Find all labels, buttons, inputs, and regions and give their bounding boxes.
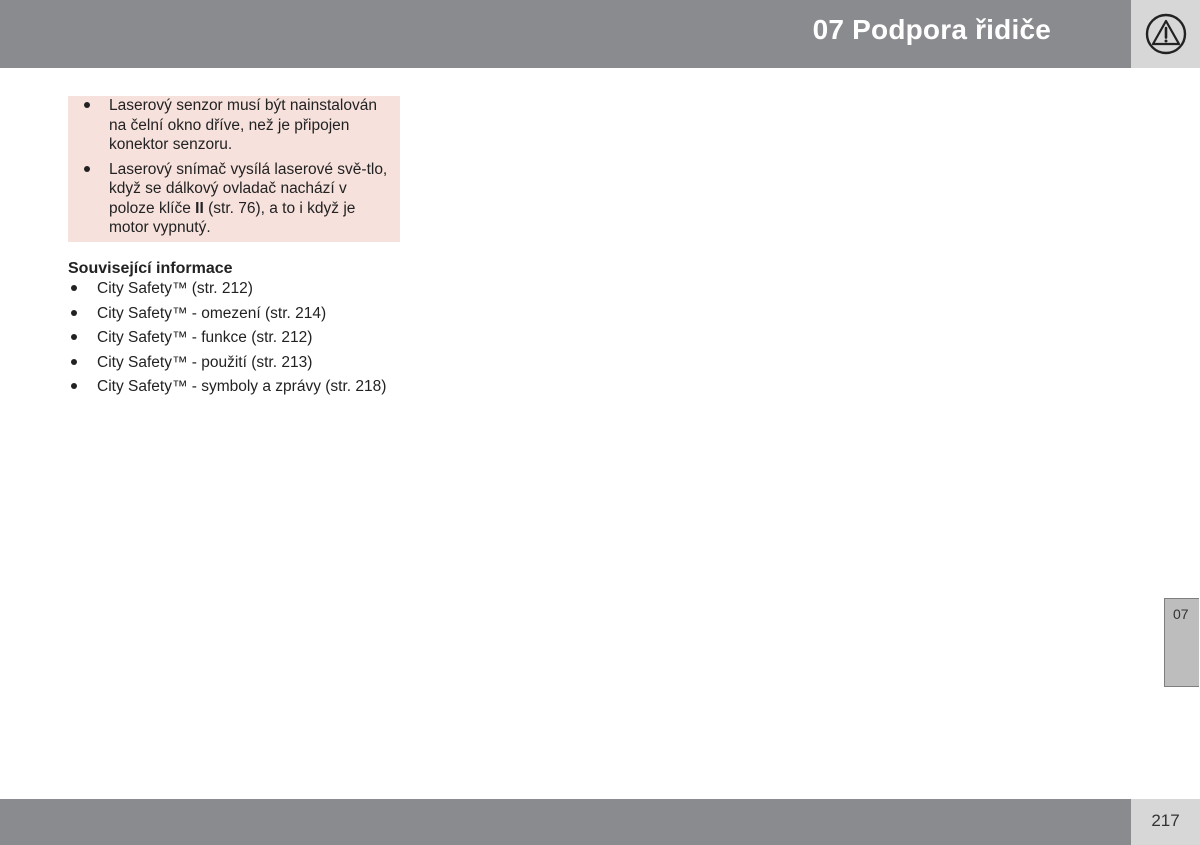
chapter-title: 07 Podpora řidiče xyxy=(812,14,1051,45)
related-link-text[interactable]: City Safety™ - použití (str. 213) xyxy=(97,353,313,371)
related-info-heading: Související informace xyxy=(68,260,233,277)
related-link-text[interactable]: City Safety™ - symboly a zprávy (str. 218) xyxy=(97,378,387,395)
footer-band xyxy=(0,799,1131,845)
key-position-label: II xyxy=(195,199,204,217)
warning-item xyxy=(109,96,394,155)
related-link[interactable] xyxy=(97,353,397,373)
warning-box xyxy=(68,96,400,242)
page-number: 217 xyxy=(1151,811,1180,830)
warning-item-text-post: (str. 76), a to i když je motor vypnutý. xyxy=(109,199,356,236)
related-link[interactable] xyxy=(97,377,397,397)
warning-item-text: Laserový senzor musí být nainstalován na čelní okno dříve, než je připojen konektor senzoru. xyxy=(109,97,377,153)
header-band xyxy=(0,0,1131,68)
related-link[interactable] xyxy=(97,279,397,299)
warning-item-text-pre: Laserový snímač vysílá laserové svě-tlo, když se dálkový ovladač nachází v poloze klíče xyxy=(109,160,388,217)
related-link-text[interactable]: City Safety™ (str. 212) xyxy=(97,280,253,297)
related-link[interactable] xyxy=(97,304,397,324)
related-link-text[interactable]: City Safety™ - omezení (str. 214) xyxy=(97,304,327,322)
warning-triangle-icon xyxy=(1145,13,1187,55)
footer-page-box xyxy=(1131,799,1200,845)
related-link-text[interactable]: City Safety™ - funkce (str. 212) xyxy=(97,329,313,346)
chapter-side-tab[interactable] xyxy=(1164,598,1199,687)
chapter-side-tab-label: 07 xyxy=(1173,606,1189,622)
warning-item xyxy=(109,160,394,238)
header-icon-box xyxy=(1131,0,1200,68)
related-link[interactable] xyxy=(97,328,397,348)
related-info-list xyxy=(97,279,397,402)
warning-list xyxy=(109,96,394,243)
